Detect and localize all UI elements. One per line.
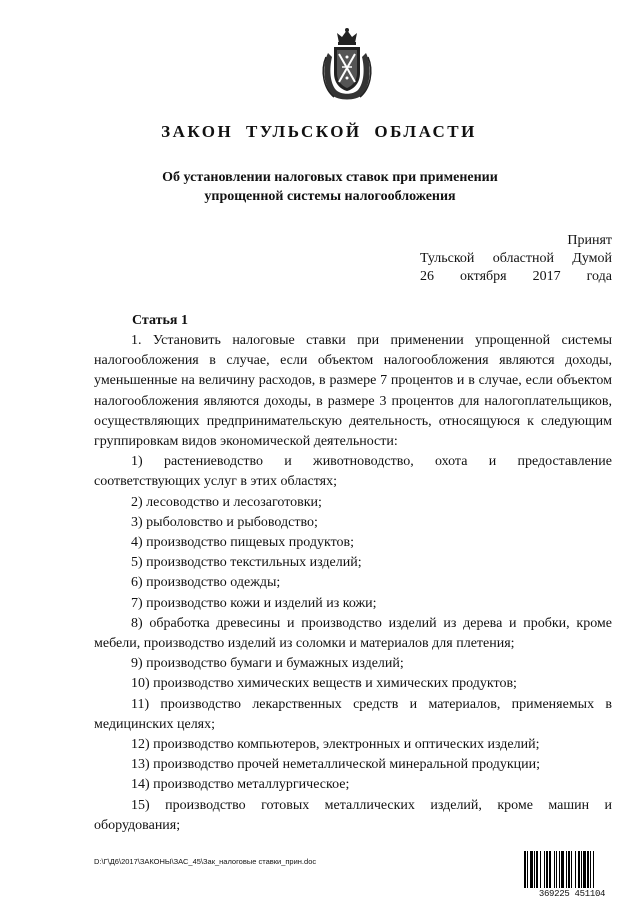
list-item: 2) лесоводство и лесозаготовки; <box>131 494 322 510</box>
barcode-bar <box>587 851 589 888</box>
barcode-bar <box>559 851 560 888</box>
list-item: 5) производство текстильных изделий; <box>131 555 362 571</box>
barcode-bar <box>581 851 582 888</box>
barcode-bar <box>527 851 528 888</box>
barcode-bar <box>524 851 526 888</box>
tula-oblast-coat-of-arms-icon <box>318 27 376 103</box>
barcode-bar <box>540 851 541 888</box>
barcode-bar <box>549 851 551 888</box>
file-path-footer: D:\Г\Д6\2017\ЗАКОНЫ\ЗАС_45\Зак_налоговые ставки_прин.doc <box>94 857 317 866</box>
list-item: 9) производство бумаги и бумажных изделий; <box>131 656 404 672</box>
law-subtitle <box>100 168 560 206</box>
list-item: 1) растениеводство и животноводство, охота и предоставление соответствующих услуг в этих областях; <box>94 454 612 490</box>
list-item: 13) производство прочей неметаллической минеральной продукции; <box>131 757 541 773</box>
barcode-bar <box>578 851 580 888</box>
law-subtitle-line2: упрощенной системы налогообложения <box>204 189 456 204</box>
barcode-bar <box>536 851 538 888</box>
adoption-line2: Тульской областной Думой <box>420 251 612 266</box>
paragraph: 1. Установить налоговые ставки при применении упрощенной системы налогообложения в случае, если объектом налогообложения являются доходы, уменьшенные на величину расходов, в размере 7 процентов и в случае, если объектом налогообложения являются доходы, в размере 3 процентов для налогоплательщиков, осуществляющих предпринимательскую деятельность, относящуюся к следующим группировкам видов экономической деятельности: <box>94 333 612 450</box>
barcode-bar <box>593 851 594 888</box>
law-title: ЗАКОН ТУЛЬСКОЙ ОБЛАСТИ <box>161 122 477 141</box>
barcode-icon <box>523 851 621 891</box>
barcode-number: 369225 451104 <box>538 889 606 899</box>
list-item: 11) производство лекарственных средств и материалов, применяемых в медицинских целях; <box>94 696 612 732</box>
barcode-bar <box>566 851 567 888</box>
list-item: 10) производство химических веществ и химических продуктов; <box>131 676 517 692</box>
barcode-bar <box>575 851 576 888</box>
barcode-bar <box>534 851 535 888</box>
barcode-bar <box>546 851 548 888</box>
barcode-bar <box>568 851 570 888</box>
barcode-bar <box>544 851 545 888</box>
adoption-line1: Принят <box>567 233 612 248</box>
barcode-bar <box>556 851 557 888</box>
barcode-bar <box>571 851 572 888</box>
law-subtitle-line1: Об установлении налоговых ставок при применении <box>162 170 498 185</box>
list-item: 15) производство готовых металлических изделий, кроме машин и оборудования; <box>94 797 612 833</box>
barcode-bar <box>530 851 533 888</box>
list-item: 6) производство одежды; <box>131 575 281 591</box>
barcode-bar <box>583 851 586 888</box>
barcode-bar <box>554 851 555 888</box>
list-item: 14) производство металлургическое; <box>131 777 350 793</box>
list-item: 4) производство пищевых продуктов; <box>131 535 355 551</box>
list-item: 7) производство кожи и изделий из кожи; <box>131 595 377 611</box>
list-item: 3) рыболовство и рыбоводство; <box>131 514 318 530</box>
article-body <box>94 331 612 836</box>
list-item: 8) обработка древесины и производство изделий из дерева и пробки, кроме мебели, производство изделий из соломки и материалов для плетения; <box>94 615 612 652</box>
barcode-bar <box>561 851 564 888</box>
adoption-line3: 26 октября 2017 года <box>420 269 612 284</box>
barcode-bar <box>590 851 591 888</box>
list-item: 12) производство компьютеров, электронных и оптических изделий; <box>131 737 540 753</box>
article-title: Статья 1 <box>132 313 188 328</box>
